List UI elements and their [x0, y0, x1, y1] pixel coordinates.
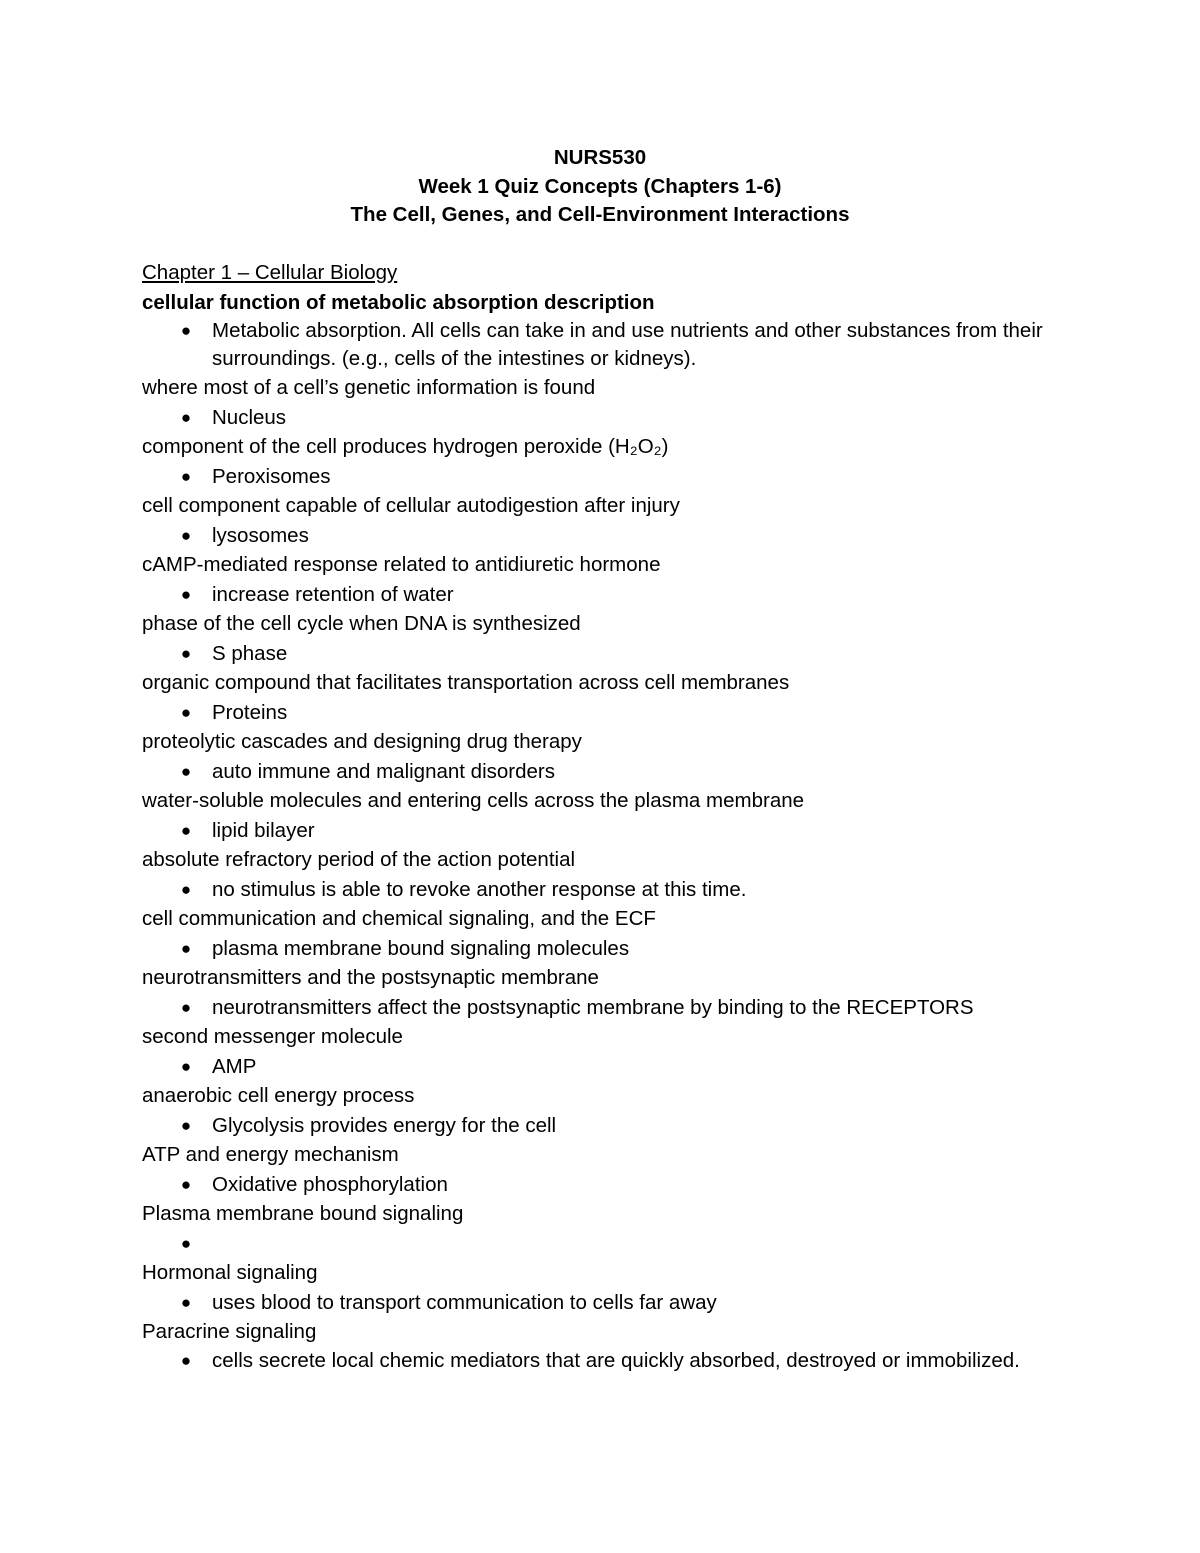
- qa-list: [142, 288, 1062, 1377]
- answer-item: [142, 993, 1062, 1023]
- answer-item: [142, 580, 1062, 610]
- question-label: anaerobic cell energy process: [142, 1084, 415, 1107]
- answer-item: [142, 875, 1062, 905]
- bullet-icon: ●: [180, 820, 192, 840]
- bullet-icon: ●: [180, 702, 192, 722]
- bullet-icon: ●: [180, 1056, 192, 1076]
- bullet-icon: ●: [180, 321, 192, 340]
- question-label: Paracrine signaling: [142, 1320, 317, 1343]
- question-label: Plasma membrane bound signaling: [142, 1202, 464, 1225]
- bullet-icon: ●: [180, 761, 192, 781]
- answer-item: [142, 1288, 1062, 1318]
- topic-title: The Cell, Genes, and Cell-Environment Interactions: [350, 203, 850, 226]
- bullet-icon: ●: [180, 1115, 192, 1135]
- answer-text: lipid bilayer: [212, 818, 315, 842]
- answer-text: Metabolic absorption. All cells can take in and use nutrients and other substances from their surroundings. (e.g., cells of the intestines or kidneys).: [212, 319, 1043, 370]
- answer-text: lysosomes: [212, 523, 309, 547]
- answer-text: Glycolysis provides energy for the cell: [212, 1113, 557, 1137]
- answer-item: [142, 698, 1062, 728]
- answer-list: [142, 1347, 1062, 1377]
- answer-list: [142, 934, 1062, 964]
- answer-item: [142, 1052, 1062, 1082]
- answer-list: [142, 875, 1062, 905]
- bullet-icon: ●: [180, 584, 192, 604]
- question-label: cellular function of metabolic absorption description: [142, 290, 655, 314]
- answer-text: Proteins: [212, 700, 288, 724]
- question-label: ATP and energy mechanism: [142, 1143, 399, 1166]
- answer-text: auto immune and malignant disorders: [212, 759, 555, 783]
- answer-text: Oxidative phosphorylation: [212, 1172, 448, 1196]
- answer-text: S phase: [212, 641, 288, 665]
- answer-list: [142, 1229, 1062, 1259]
- answer-item: [142, 1229, 1062, 1259]
- answer-list: [142, 757, 1062, 787]
- question-label: Hormonal signaling: [142, 1261, 318, 1284]
- answer-item: [142, 757, 1062, 787]
- question-label: organic compound that facilitates transportation across cell membranes: [142, 671, 790, 694]
- answer-list: [142, 1052, 1062, 1082]
- answer-list: [142, 816, 1062, 846]
- bullet-icon: ●: [180, 1233, 192, 1253]
- question-label: absolute refractory period of the action potential: [142, 848, 576, 871]
- document-body: [142, 258, 1062, 1376]
- answer-list: [142, 1170, 1062, 1200]
- bullet-icon: ●: [180, 466, 192, 486]
- answer-text: uses blood to transport communication to cells far away: [212, 1290, 717, 1314]
- answer-item: [142, 317, 1062, 373]
- bullet-icon: ●: [180, 1292, 192, 1312]
- answer-list: [142, 580, 1062, 610]
- answer-list: [142, 993, 1062, 1023]
- answer-text: Nucleus: [212, 405, 287, 429]
- bullet-icon: ●: [180, 938, 192, 958]
- question-label: phase of the cell cycle when DNA is synthesized: [142, 612, 581, 635]
- answer-list: [142, 462, 1062, 492]
- question-label: component of the cell produces hydrogen peroxide (H₂O₂): [142, 435, 669, 458]
- question-label: cAMP-mediated response related to antidiuretic hormone: [142, 553, 661, 576]
- bullet-icon: ●: [180, 879, 192, 899]
- course-code: NURS530: [553, 146, 647, 169]
- answer-text: AMP: [212, 1054, 257, 1078]
- answer-text: plasma membrane bound signaling molecules: [212, 936, 630, 960]
- bullet-icon: ●: [180, 643, 192, 663]
- bullet-icon: ●: [180, 997, 192, 1017]
- answer-item: [142, 403, 1062, 433]
- bullet-icon: ●: [180, 525, 192, 545]
- question-label: second messenger molecule: [142, 1025, 403, 1048]
- answer-text: no stimulus is able to revoke another response at this time.: [212, 877, 747, 901]
- answer-item: [142, 1170, 1062, 1200]
- question-label: cell component capable of cellular autodigestion after injury: [142, 494, 680, 517]
- answer-item: [142, 521, 1062, 551]
- question-label: proteolytic cascades and designing drug therapy: [142, 730, 582, 753]
- answer-item: [142, 462, 1062, 492]
- answer-list: [142, 639, 1062, 669]
- answer-list: [142, 1111, 1062, 1141]
- question-label: cell communication and chemical signaling, and the ECF: [142, 907, 656, 930]
- answer-text: neurotransmitters affect the postsynaptic membrane by binding to the RECEPTORS: [212, 995, 974, 1019]
- answer-list: [142, 698, 1062, 728]
- question-label: water-soluble molecules and entering cells across the plasma membrane: [142, 789, 805, 812]
- answer-list: [142, 317, 1062, 373]
- bullet-icon: ●: [180, 1174, 192, 1194]
- question-label: neurotransmitters and the postsynaptic membrane: [142, 966, 599, 989]
- answer-item: [142, 1347, 1062, 1377]
- answer-list: [142, 403, 1062, 433]
- answer-list: [142, 1288, 1062, 1318]
- document-header: [0, 144, 1200, 230]
- answer-text: increase retention of water: [212, 582, 454, 606]
- answer-item: [142, 639, 1062, 669]
- answer-list: [142, 521, 1062, 551]
- answer-item: [142, 934, 1062, 964]
- bullet-icon: ●: [180, 1350, 192, 1370]
- chapter-heading: Chapter 1 – Cellular Biology: [142, 261, 398, 284]
- answer-text: Peroxisomes: [212, 464, 331, 488]
- bullet-icon: ●: [180, 407, 192, 427]
- answer-item: [142, 1111, 1062, 1141]
- question-label: where most of a cell’s genetic information is found: [142, 376, 596, 399]
- answer-text: cells secrete local chemic mediators that are quickly absorbed, destroyed or immobilized.: [212, 1348, 1020, 1372]
- answer-item: [142, 816, 1062, 846]
- quiz-title: Week 1 Quiz Concepts (Chapters 1-6): [418, 174, 782, 198]
